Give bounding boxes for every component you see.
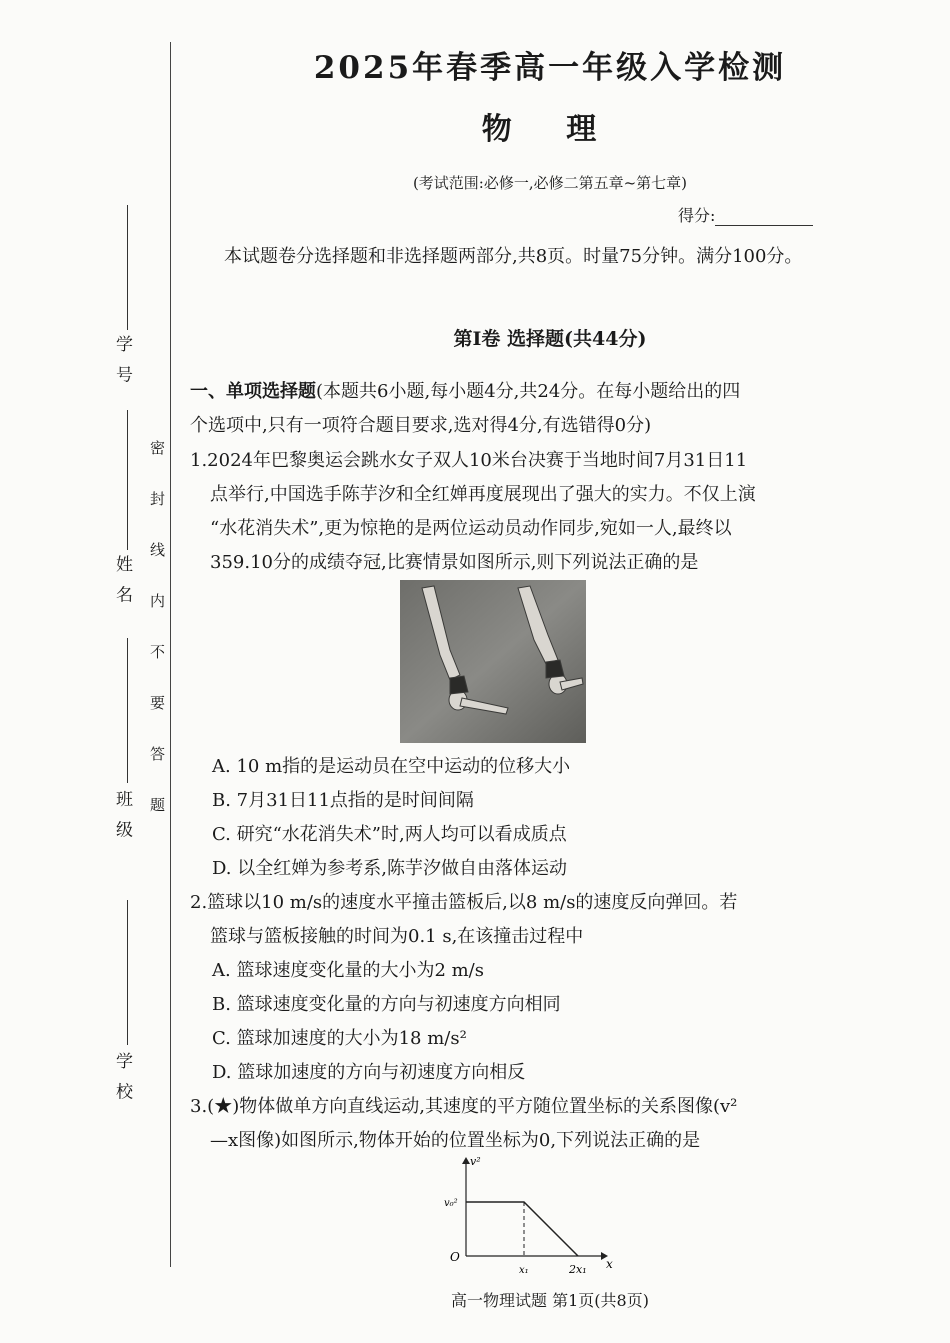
q1-line3: “水花消失术”,更为惊艳的是两位运动员动作同步,宛如一人,最终以 — [210, 518, 732, 539]
part1-heading: 一、单项选择题 — [190, 381, 316, 402]
q2-option-c: C. 篮球加速度的大小为18 m/s² — [212, 1028, 467, 1049]
q1-option-a: A. 10 m指的是运动员在空中运动的位移大小 — [212, 756, 571, 777]
q2-line1: 2.篮球以10 m/s的速度水平撞击篮板后,以8 m/s的速度反向弹回。若 — [190, 892, 738, 913]
v2-x-graph — [438, 1152, 613, 1277]
q1-option-c: C. 研究“水花消失术”时,两人均可以看成质点 — [212, 824, 567, 845]
q3-line1: 3.(★)物体做单方向直线运动,其速度的平方随位置坐标的关系图像(v² — [190, 1096, 738, 1117]
side-field-school: 学 校 — [112, 1052, 132, 1104]
v2-curve — [466, 1202, 578, 1256]
intro-text: 本试题卷分选择题和非选择题两部分,共8页。时量75分钟。满分100分。 — [224, 246, 803, 267]
q2-line2: 篮球与篮板接触的时间为0.1 s,在该撞击过程中 — [210, 926, 584, 947]
side-field-id: 学 号 — [112, 335, 132, 387]
x-tick-1-label: x₁ — [519, 1265, 529, 1276]
id-blank — [127, 205, 128, 330]
q1-option-d: D. 以全红婵为参考系,陈芋汐做自由落体运动 — [212, 858, 567, 879]
y-axis-arrow — [462, 1157, 470, 1164]
side-field-class: 班 级 — [112, 790, 132, 842]
q2-option-a: A. 篮球速度变化量的大小为2 m/s — [212, 960, 484, 981]
q1-line1: 1.2024年巴黎奥运会跳水女子双人10米台决赛于当地时间7月31日11 — [190, 450, 748, 471]
side-field-name: 姓 名 — [112, 555, 132, 607]
q1-option-b: B. 7月31日11点指的是时间间隔 — [212, 790, 474, 811]
school-blank — [127, 900, 128, 1045]
q1-line4: 359.10分的成绩夺冠,比赛情景如图所示,则下列说法正确的是 — [210, 552, 699, 573]
seal-notice: 密封线内不要答题 — [148, 440, 166, 848]
y-tick-label: v₀² — [444, 1198, 458, 1209]
q3-line2: —x图像)如图所示,物体开始的位置坐标为0,下列说法正确的是 — [210, 1130, 701, 1151]
q2-option-b: B. 篮球速度变化量的方向与初速度方向相同 — [212, 994, 561, 1015]
part1-desc-1: (本题共6小题,每小题4分,共24分。在每小题给出的四 — [316, 381, 741, 402]
x-tick-2-label: 2x₁ — [569, 1263, 587, 1276]
diving-photo — [400, 580, 586, 743]
y-axis-label: v² — [470, 1155, 481, 1168]
part1-line1 — [190, 377, 740, 403]
q1-line2: 点举行,中国选手陈芋汐和全红婵再度展现出了强大的实力。不仅上演 — [210, 484, 756, 505]
class-blank — [127, 638, 128, 783]
section-title: 第Ⅰ卷 选择题(共44分) — [453, 328, 647, 350]
binding-line — [170, 42, 171, 1267]
score-blank[interactable] — [715, 209, 813, 226]
part1-desc-2: 个选项中,只有一项符合题目要求,选对得4分,有选错得0分) — [190, 415, 652, 436]
origin-label: O — [450, 1250, 460, 1264]
subject-title: 物 理 — [481, 112, 619, 147]
exam-title: 2025年春季高一年级入学检测 — [313, 50, 787, 86]
score-field — [678, 203, 813, 226]
x-axis-label: x — [606, 1257, 613, 1271]
page-footer: 高一物理试题 第1页(共8页) — [451, 1291, 649, 1310]
exam-scope: (考试范围:必修一,必修二第五章~第七章) — [412, 174, 688, 192]
score-label: 得分: — [678, 206, 716, 225]
q2-option-d: D. 篮球加速度的方向与初速度方向相反 — [212, 1062, 526, 1083]
name-blank — [127, 410, 128, 550]
